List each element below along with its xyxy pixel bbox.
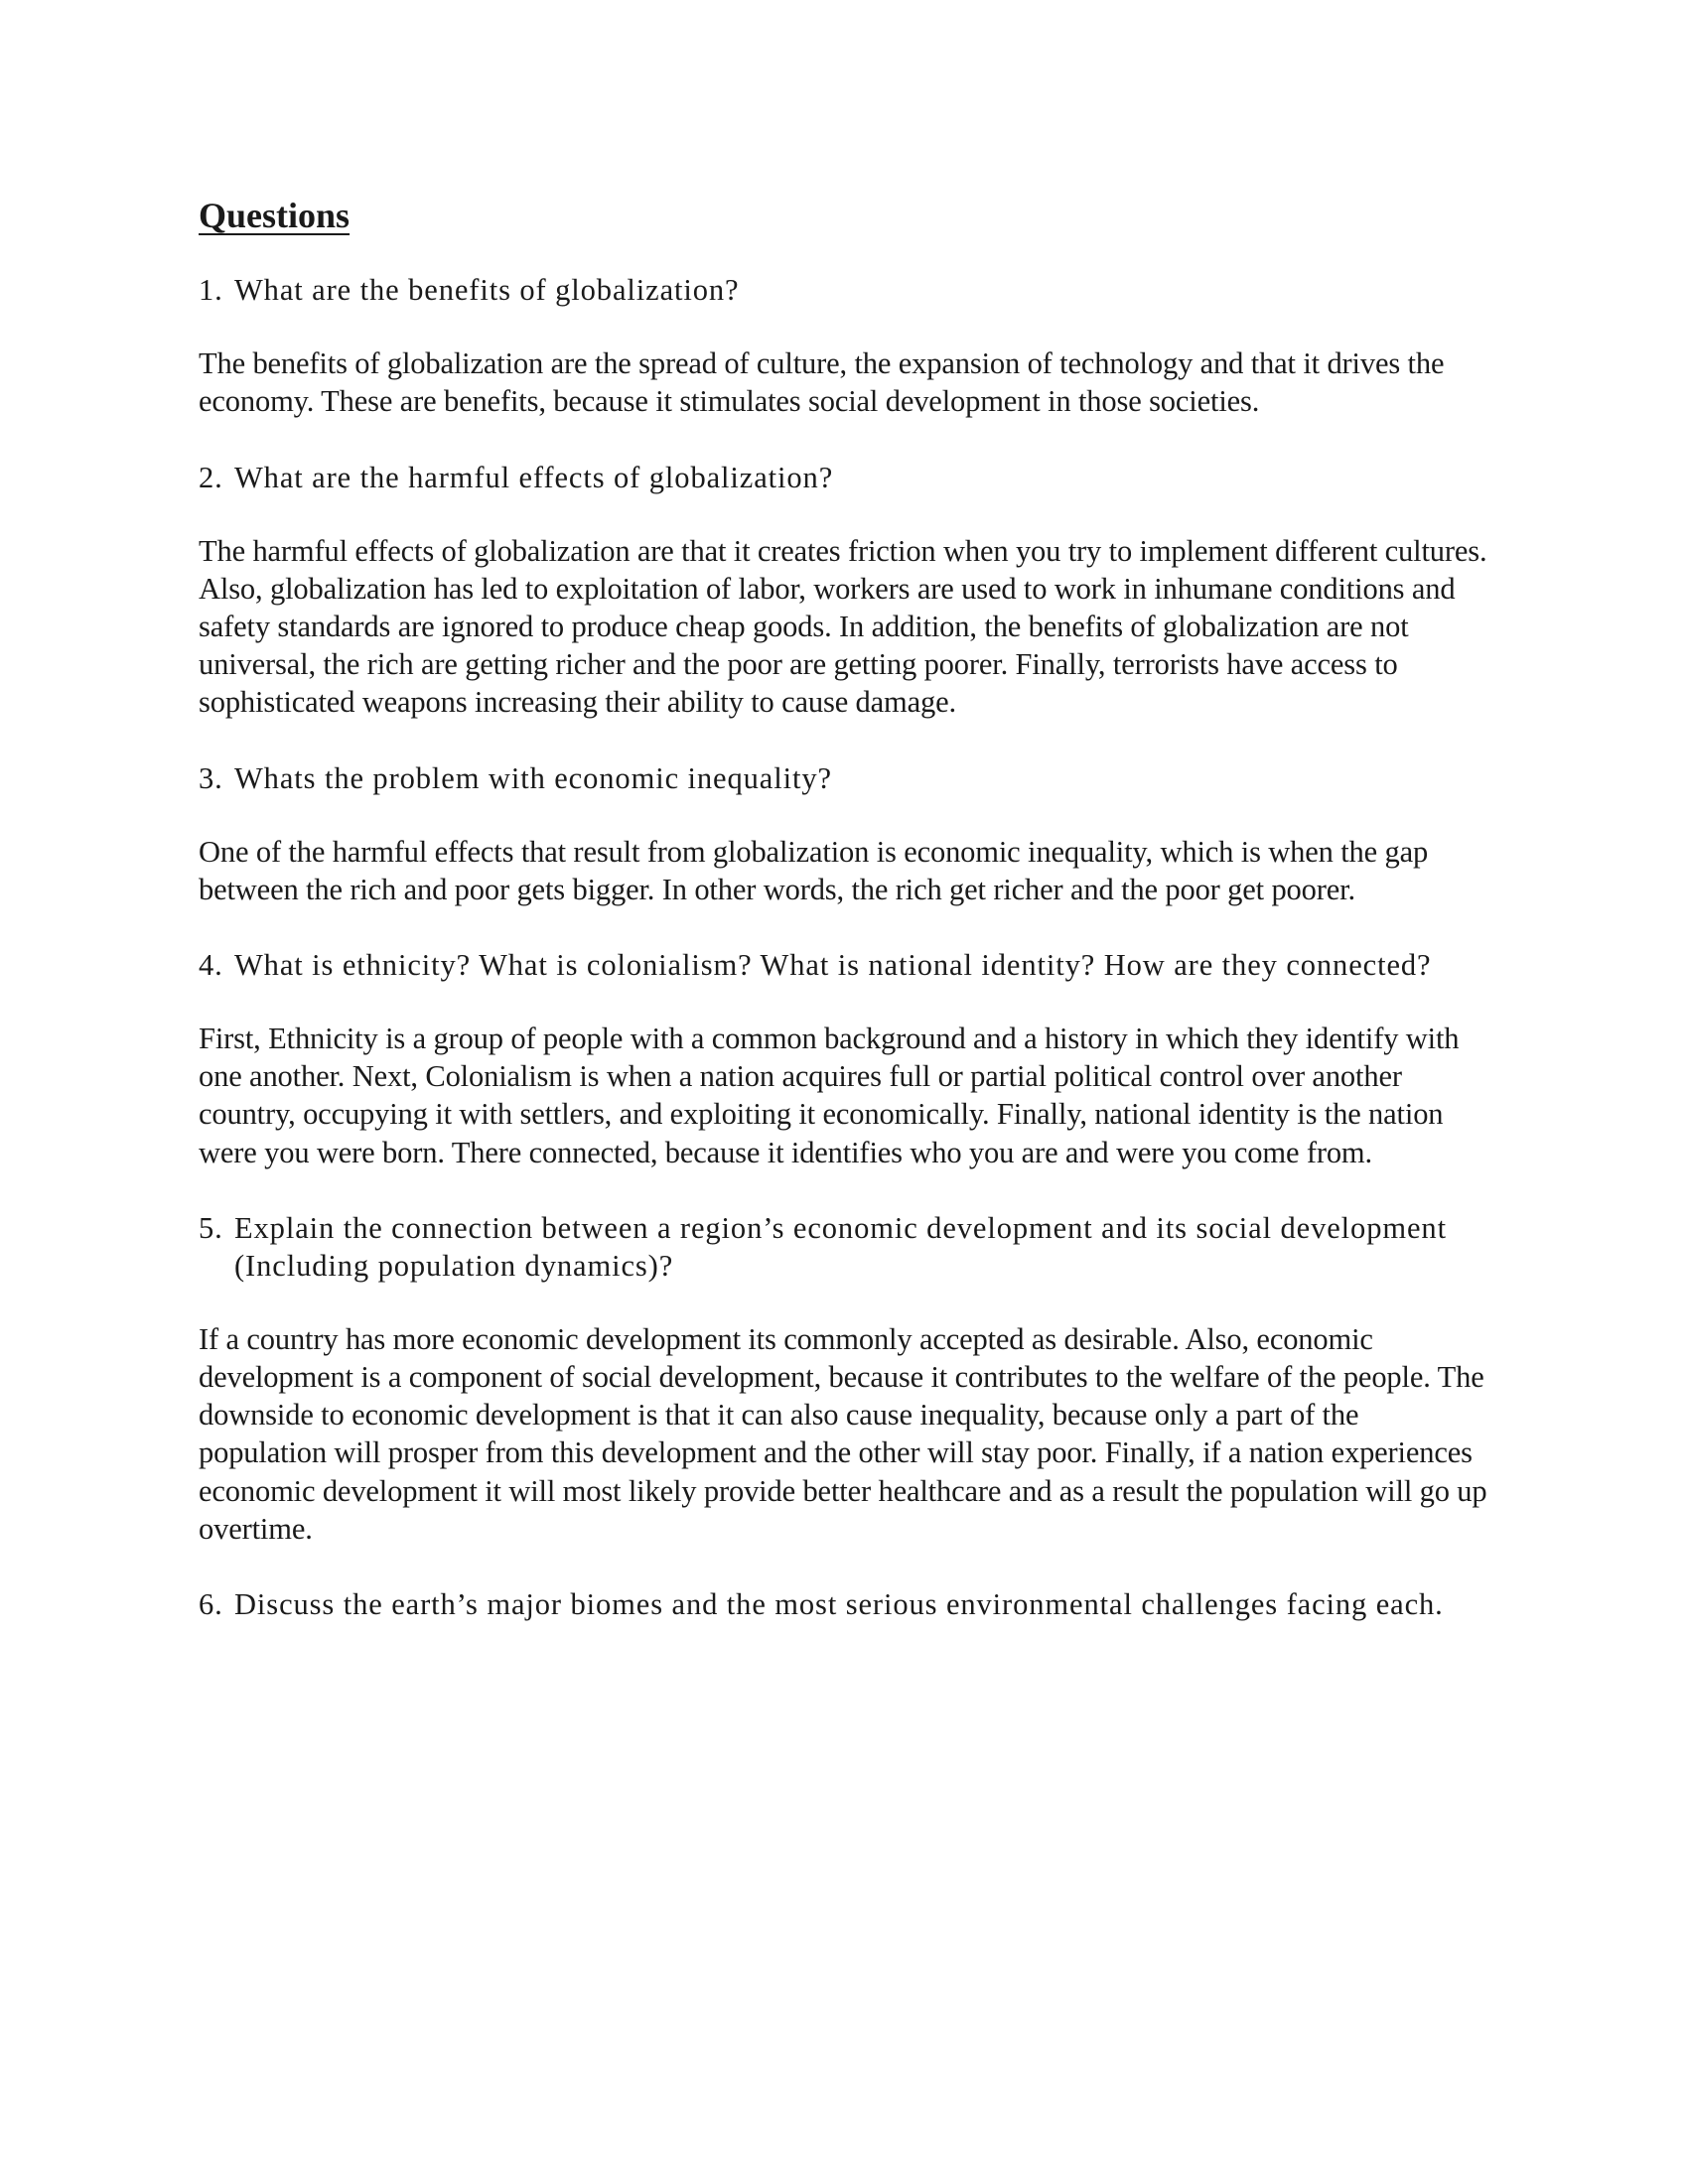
question-number: 2. — [199, 460, 223, 494]
question-number: 4. — [199, 948, 223, 983]
question-text: What are the benefits of globalization? — [234, 273, 740, 308]
question-6 — [199, 1585, 1489, 1623]
answer-2: The harmful effects of globalization are that it creates friction when you try to implement different cultures. Also, globalization has led to exploitation of labor, workers are used to work in inhumane conditions and safety standards are ignored to produce cheap goods. In addition, the benefits of globalization are not universal, the rich are getting richer and the poor are getting poorer. Finally, terrorists have access to sophisticated weapons increasing their ability to cause damage. — [199, 533, 1487, 720]
document-page — [199, 195, 1489, 1659]
question-3 — [199, 759, 1489, 797]
question-text: What are the harmful effects of globalization? — [234, 460, 834, 494]
question-number: 3. — [199, 760, 223, 795]
qa-item-5 — [199, 1209, 1489, 1548]
question-text: Explain the connection between a region’s economic development and its social development (Including population dynamics)? — [234, 1210, 1447, 1283]
question-number: 6. — [199, 1587, 223, 1622]
question-text: Whats the problem with economic inequality? — [234, 760, 832, 795]
answer-1: The benefits of globalization are the spread of culture, the expansion of technology and that it drives the economy. These are benefits, because it stimulates social development in those societies. — [199, 346, 1445, 419]
question-1 — [199, 271, 1489, 309]
qa-item-2 — [199, 459, 1489, 722]
qa-item-1 — [199, 271, 1489, 420]
qa-item-6 — [199, 1585, 1489, 1623]
question-number: 5. — [199, 1210, 223, 1245]
question-number: 1. — [199, 273, 223, 308]
answer-4: First, Ethnicity is a group of people with a common background and a history in which they identify with one another. Next, Colonialism is when a nation acquires full or partial political control over another country, occupying it with settlers, and exploiting it economically. Finally, national identity is the nation were you were born. There connected, because it identifies who you are and were you come from. — [199, 1022, 1460, 1169]
answer-3: One of the harmful effects that result from globalization is economic inequality, which is when the gap between the rich and poor gets bigger. In other words, the rich get richer and the poor get poorer. — [199, 834, 1429, 906]
question-text: What is ethnicity? What is colonialism? What is national identity? How are they connected? — [234, 948, 1432, 983]
qa-item-3 — [199, 759, 1489, 908]
qa-item-4 — [199, 946, 1489, 1171]
question-text: Discuss the earth’s major biomes and the most serious environmental challenges facing each. — [234, 1587, 1444, 1622]
question-5 — [199, 1209, 1489, 1285]
page-title: Questions — [199, 196, 351, 235]
answer-5: If a country has more economic development its commonly accepted as desirable. Also, economic development is a component of social development, because it contributes to the welfare of the people. The downside to economic development is that it can also cause inequality, because only a part of the population will prosper from this development and the other will stay poor. Finally, if a nation experiences economic development it will most likely provide better healthcare and as a result the population will go up overtime. — [199, 1321, 1487, 1546]
question-4 — [199, 946, 1489, 984]
question-2 — [199, 459, 1489, 496]
